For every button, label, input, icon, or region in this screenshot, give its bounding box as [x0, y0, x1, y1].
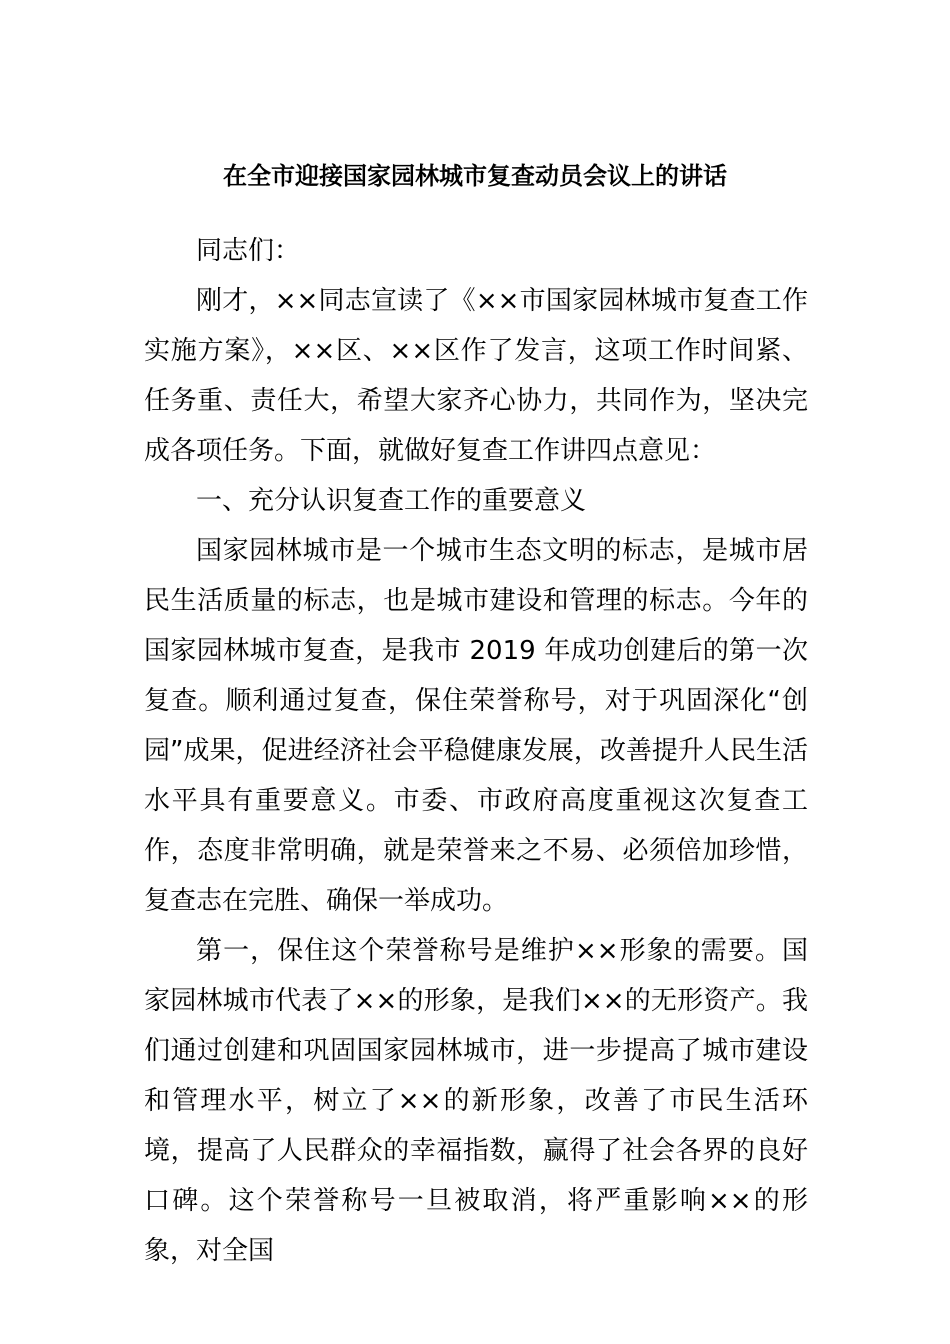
document-body — [144, 226, 808, 1276]
body-paragraph: 国家园林城市是一个城市生态文明的标志，是城市居民生活质量的标志，也是城市建设和管理的标志。今年的国家园林城市复查，是我市 2019 年成功创建后的第一次复查。顺利通过复查，保住荣誉称号，对于巩固深化“创园”成果，促进经济社会平稳健康发展，改善提升人民生活水平具有重要意义。市委、市政府高度重视这次复查工作，态度非常明确，就是荣誉来之不易、必须倍加珍惜，复查志在完胜、确保一举成功。 — [144, 536, 808, 916]
body-paragraph: 第一，保住这个荣誉称号是维护××形象的需要。国家园林城市代表了××的形象，是我们××的无形资产。我们通过创建和巩固国家园林城市，进一步提高了城市建设和管理水平，树立了××的新形象，改善了市民生活环境，提高了人民群众的幸福指数，赢得了社会各界的良好口碑。这个荣誉称号一旦被取消，将严重影响××的形象，对全国 — [144, 936, 808, 1266]
intro-paragraph: 刚才，××同志宣读了《××市国家园林城市复查工作实施方案》，××区、××区作了发言，这项工作时间紧、任务重、责任大，希望大家齐心协力，共同作为，坚决完成各项任务。下面，就做好复查工作讲四点意见： — [144, 286, 808, 466]
page-title: 在全市迎接国家园林城市复查动员会议上的讲话 — [223, 162, 727, 190]
salutation-paragraph: 同志们： — [196, 236, 301, 266]
section-heading: 一、充分认识复查工作的重要意义 — [196, 486, 587, 516]
